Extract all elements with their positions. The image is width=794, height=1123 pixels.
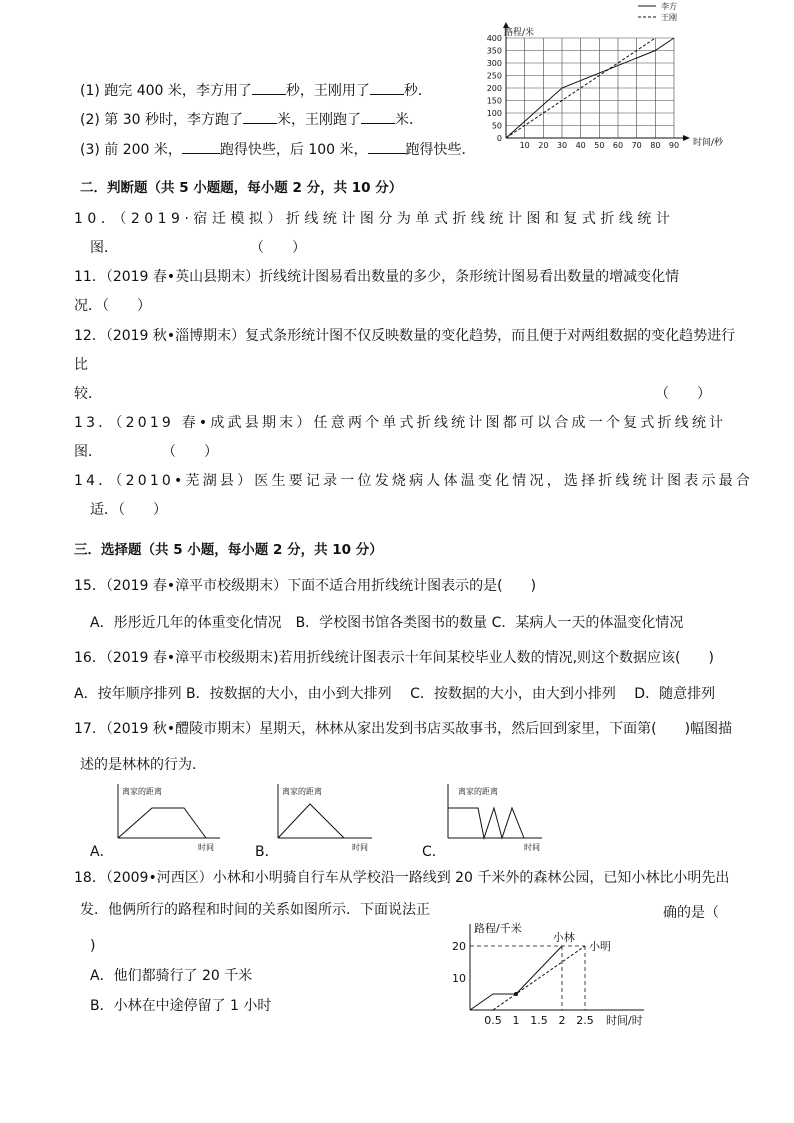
option-c-label: C． bbox=[422, 844, 446, 860]
x-tick-label: 60 bbox=[612, 141, 624, 150]
question-15: 15．（2019 春•漳平市校级期末）下面不适合用折线统计图表示的是( ) bbox=[74, 578, 537, 594]
answer-paren: （ ） bbox=[655, 386, 711, 402]
x-tick-label: 90 bbox=[668, 141, 680, 150]
section-heading-choice: 三．选择题（共 5 小题，每小题 2 分，共 10 分） bbox=[74, 542, 383, 558]
blank bbox=[243, 109, 277, 124]
y-tick-label: 350 bbox=[486, 46, 502, 56]
chart-y-axis-label: 路程/千米 bbox=[474, 922, 522, 935]
question-12: 12．（2019 秋•淄博期末）复式条形统计图不仅反映数量的变化趋势，而且便于对两组数据的变化趋势进行 bbox=[74, 328, 736, 344]
question-10: 10．（2019·宿迁模拟）折线统计图分为单式折线统计图和复式折线统计 bbox=[74, 211, 675, 227]
y-tick-label: 100 bbox=[486, 109, 502, 118]
x-axis-arrow bbox=[683, 135, 690, 141]
y-tick-label: 0 bbox=[496, 134, 502, 143]
question-18-cont2: ) bbox=[90, 938, 96, 954]
question-13-cont: 图． bbox=[74, 444, 102, 460]
x-tick-label: 20 bbox=[538, 141, 549, 150]
question-17: 17．（2019 秋•醴陵市期末）星期天，林林从家出发到书店买故事书，然后回到家里，下面第( )幅图描 bbox=[74, 721, 733, 737]
series-label-xiaolin: 小林 bbox=[552, 931, 575, 944]
question-18-option-b: B．小林在中途停留了 1 小时 bbox=[90, 998, 272, 1014]
legend-label: 王刚 bbox=[661, 13, 677, 22]
question-18-cont-right: 确的是（ bbox=[663, 905, 719, 921]
question-18-cont: 发．他俩所行的路程和时间的关系如图所示．下面说法正 bbox=[80, 902, 430, 918]
graph-y-label: 离家的距离 bbox=[282, 787, 322, 796]
question-16-options: A．按年顺序排列 B．按数据的大小，由小到大排列 C．按数据的大小，由大到小排列 D．随意排列 bbox=[74, 686, 716, 702]
blank bbox=[361, 109, 395, 124]
question-18-option-a: A．他们都骑行了 20 千米 bbox=[90, 968, 253, 984]
question-9-1: (1) 跑完 400 米，李方用了 秒，王刚用了 秒． bbox=[80, 80, 432, 101]
graph-y-label: 离家的距离 bbox=[122, 787, 162, 796]
blank bbox=[368, 139, 406, 154]
distance-time-chart bbox=[478, 0, 768, 150]
series-line bbox=[493, 946, 585, 1010]
chart-x-axis-label: 时间/秒 bbox=[693, 138, 724, 148]
answer-paren: （ ） bbox=[162, 444, 218, 460]
answer-paren: （ ） bbox=[250, 240, 306, 256]
x-tick-label: 1 bbox=[512, 1014, 520, 1027]
graph-option-b bbox=[272, 780, 387, 855]
x-tick-label: 2.5 bbox=[576, 1014, 594, 1027]
y-tick-label: 150 bbox=[486, 96, 502, 106]
graph-option-c bbox=[442, 780, 557, 855]
x-tick-label: 30 bbox=[556, 141, 568, 150]
x-tick-label: 1.5 bbox=[530, 1014, 548, 1027]
intersection-dot bbox=[514, 992, 518, 996]
graph-x-label: 时间 bbox=[524, 843, 540, 852]
section-heading-judgement: 二．判断题（共 5 小题题，每小题 2 分，共 10 分） bbox=[80, 180, 403, 196]
question-17-cont: 述的是林林的行为． bbox=[80, 757, 206, 773]
x-tick-label: 10 bbox=[519, 141, 530, 150]
question-11: 11．（2019 春•英山县期末）折线统计图易看出数量的多少，条形统计图易看出数量的增减变化情 bbox=[74, 269, 680, 285]
question-18: 18．（2009•河西区）小林和小明骑自行车从学校沿一路线到 20 千米外的森林公园，已知小林比小明先出 bbox=[74, 870, 730, 886]
blank bbox=[370, 80, 404, 95]
series-line bbox=[470, 946, 562, 1010]
question-9-3: (3) 前 200 米， 跑得快些，后 100 米， 跑得快些． bbox=[80, 139, 476, 160]
graph-y-label: 离家的距离 bbox=[458, 787, 498, 796]
question-13: 13．（2019 春•成武县期末）任意两个单式折线统计图都可以合成一个复式折线统计 bbox=[74, 415, 727, 431]
question-9-2: (2) 第 30 秒时，李方跑了 米，王刚跑了 米． bbox=[80, 109, 423, 130]
option-b-label: B． bbox=[255, 844, 279, 860]
y-tick-label: 250 bbox=[486, 71, 502, 81]
x-tick-label: 2 bbox=[558, 1014, 566, 1027]
graph-x-label: 时间 bbox=[352, 843, 368, 852]
series-label-xiaoming: 小明 bbox=[589, 940, 611, 953]
cycling-distance-chart bbox=[444, 920, 664, 1030]
question-14-cont: 适．（ ） bbox=[90, 502, 167, 518]
question-16: 16．（2019 春•漳平市校级期末)若用折线统计图表示十年间某校毕业人数的情况,则这个数据应该( ) bbox=[74, 650, 714, 666]
y-tick-label: 200 bbox=[486, 84, 502, 93]
graph-option-a bbox=[112, 780, 227, 855]
question-12-cont2: 较． bbox=[74, 386, 102, 402]
graph-x-label: 时间 bbox=[198, 843, 214, 852]
x-tick-label: 0.5 bbox=[484, 1014, 502, 1027]
question-12-cont: 比 bbox=[74, 357, 88, 373]
question-11-cont: 况．（ ） bbox=[74, 298, 151, 314]
question-14: 14．（2010•芜湖县）医生要记录一位发烧病人体温变化情况，选择折线统计图表示最合 bbox=[74, 473, 754, 489]
blank bbox=[182, 139, 220, 154]
option-a-label: A． bbox=[90, 844, 114, 860]
chart-x-axis-label: 时间/时 bbox=[606, 1014, 643, 1027]
blank bbox=[252, 80, 286, 95]
x-tick-label: 50 bbox=[594, 141, 605, 150]
legend-label: 李方 bbox=[661, 2, 677, 11]
x-tick-label: 40 bbox=[575, 141, 586, 150]
x-tick-label: 70 bbox=[631, 141, 642, 150]
y-tick-label: 10 bbox=[452, 972, 466, 985]
question-15-options: A．彤彤近几年的体重变化情况 B．学校图书馆各类图书的数量 C．某病人一天的体温变化情况 bbox=[90, 615, 684, 631]
y-tick-label: 300 bbox=[486, 59, 502, 68]
question-10-cont: 图． bbox=[90, 240, 118, 256]
y-tick-label: 400 bbox=[486, 34, 502, 43]
y-tick-label: 50 bbox=[491, 121, 502, 131]
chart-y-axis-label: 路程/米 bbox=[504, 28, 535, 38]
x-tick-label: 80 bbox=[650, 141, 661, 150]
y-tick-label: 20 bbox=[452, 940, 466, 953]
